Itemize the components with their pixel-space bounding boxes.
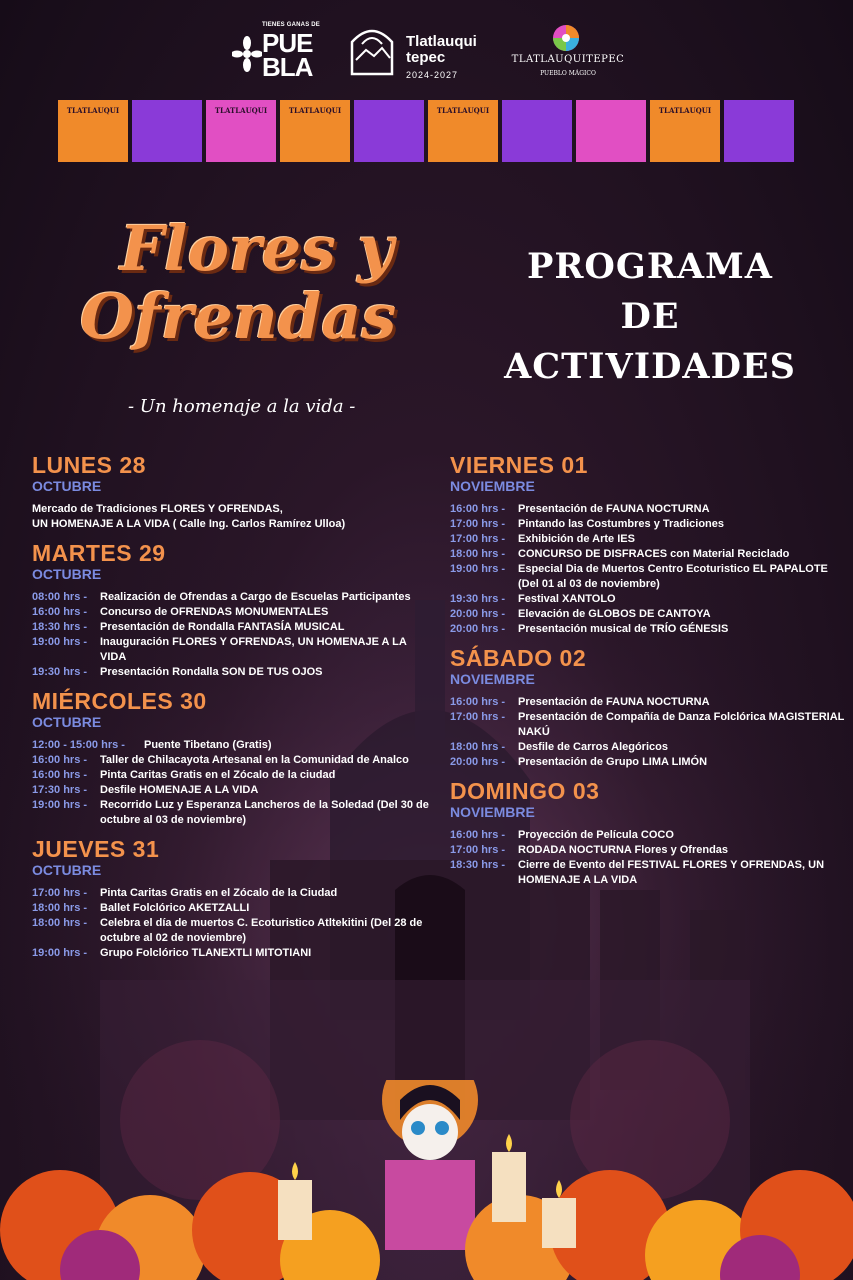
government-name-1: Tlatlauqui	[406, 33, 477, 50]
event-item	[450, 710, 850, 740]
event-time: 08:00 hrs -	[32, 591, 88, 603]
event-desc: Presentación de FAUNA NOCTURNA	[518, 503, 710, 515]
event-time: 19:00 hrs -	[32, 947, 88, 959]
day-month: OCTUBRE	[32, 566, 102, 582]
banner-flag: TLATLAUQUI	[428, 100, 498, 162]
event-desc: Exhibición de Arte IES	[518, 533, 635, 545]
event-desc: Recorrido Luz y Esperanza Lancheros de la Soledad (Del 30 de octubre al 03 de noviembre)	[100, 799, 429, 826]
event-time: 16:00 hrs -	[450, 696, 506, 708]
event-item	[450, 858, 850, 888]
pueblo-magico-sub: PUEBLO MÁGICO	[540, 70, 596, 77]
event-desc: Especial Dia de Muertos Centro Ecoturistico EL PAPALOTE (Del 01 al 03 de noviembre)	[518, 563, 828, 590]
event-desc: Presentación de Compañía de Danza Folclórica MAGISTERIAL NAKÚ	[518, 711, 845, 738]
event-time: 17:00 hrs -	[450, 533, 506, 545]
program-heading-line-1: PROGRAMA	[527, 246, 773, 287]
program-heading-line-2: DE ACTIVIDADES	[504, 296, 796, 387]
event-time: 17:00 hrs -	[32, 887, 88, 899]
day-name: DOMINGO 03	[450, 778, 600, 804]
event-item	[450, 828, 850, 843]
day-month: OCTUBRE	[32, 862, 102, 878]
government-years: 2024-2027	[406, 70, 459, 80]
event-desc: Inauguración FLORES Y OFRENDAS, UN HOMENAJE A LA VIDA	[100, 636, 407, 663]
day-jueves	[32, 836, 432, 961]
day-month: NOVIEMBRE	[450, 804, 535, 820]
event-time: 16:00 hrs -	[32, 754, 88, 766]
day-month: OCTUBRE	[32, 714, 102, 730]
day-month: NOVIEMBRE	[450, 478, 535, 494]
event-item	[450, 607, 850, 622]
event-item	[32, 946, 432, 961]
event-item	[450, 502, 850, 517]
event-desc: Cierre de Evento del FESTIVAL FLORES Y OFRENDAS, UN HOMENAJE A LA VIDA	[518, 859, 825, 886]
event-item	[450, 592, 850, 607]
event-time: 18:00 hrs -	[32, 917, 88, 929]
event-desc: Elevación de GLOBOS DE CANTOYA	[518, 608, 711, 620]
event-item	[32, 738, 432, 753]
event-time: 20:00 hrs -	[450, 756, 506, 768]
event-item	[32, 768, 432, 783]
day-miercoles	[32, 688, 432, 828]
day-lunes	[32, 452, 432, 532]
event-desc: Desfile HOMENAJE A LA VIDA	[100, 784, 259, 796]
program-heading	[470, 242, 830, 392]
event-item	[450, 562, 850, 592]
event-time: 16:00 hrs -	[32, 606, 88, 618]
logo-strip	[0, 18, 853, 88]
event-time: 19:00 hrs -	[32, 799, 88, 811]
day-name: VIERNES 01	[450, 452, 588, 478]
event-time: 19:30 hrs -	[32, 666, 88, 678]
event-item	[32, 886, 432, 901]
event-time: 19:00 hrs -	[450, 563, 506, 575]
banner-flag	[502, 100, 572, 162]
mountain-sun-icon	[348, 24, 396, 76]
day-viernes	[450, 452, 850, 637]
event-time: 12:00 - 15:00 hrs -	[32, 739, 125, 751]
schedule-left-column	[32, 452, 432, 961]
event-desc: Presentación de Grupo LIMA LIMÓN	[518, 756, 708, 768]
title-line-2: Ofrendas	[80, 280, 397, 353]
event-desc: Ballet Folclórico AKETZALLI	[100, 902, 250, 914]
event-time: 16:00 hrs -	[450, 829, 506, 841]
event-desc: Pintando las Costumbres y Tradiciones	[518, 518, 724, 530]
banner-flag: TLATLAUQUI	[650, 100, 720, 162]
event-desc: Pinta Caritas Gratis en el Zócalo de la Ciudad	[100, 887, 338, 899]
event-time: 16:00 hrs -	[32, 769, 88, 781]
event-item	[32, 635, 432, 665]
schedule-right-column	[450, 452, 850, 888]
day-month: OCTUBRE	[32, 478, 102, 494]
banner-flag: TLATLAUQUI	[58, 100, 128, 162]
festival-title	[60, 200, 430, 440]
event-time: 18:00 hrs -	[32, 902, 88, 914]
event-item	[32, 665, 432, 680]
event-desc: Festival XANTOLO	[518, 593, 616, 605]
event-time: 16:00 hrs -	[450, 503, 506, 515]
government-name-2: tepec	[406, 49, 446, 66]
day-domingo	[450, 778, 850, 888]
event-desc: Desfile de Carros Alegóricos	[518, 741, 668, 753]
swirl-icon	[552, 24, 580, 52]
event-item	[450, 532, 850, 547]
banner-flag	[576, 100, 646, 162]
event-item	[450, 843, 850, 858]
event-desc: Presentación Rondalla SON DE TUS OJOS	[100, 666, 323, 678]
event-item	[450, 547, 850, 562]
event-item	[450, 740, 850, 755]
event-item	[32, 590, 432, 605]
event-item	[32, 901, 432, 916]
event-desc: Grupo Folclórico TLANEXTLI MITOTIANI	[100, 947, 312, 959]
banner-flag	[724, 100, 794, 162]
banner-flag	[354, 100, 424, 162]
day-name: LUNES 28	[32, 452, 146, 478]
event-time: 18:30 hrs -	[450, 859, 506, 871]
event-desc: Proyección de Película COCO	[518, 829, 674, 841]
event-time: 18:00 hrs -	[450, 548, 506, 560]
day-name: MARTES 29	[32, 540, 166, 566]
pueblo-magico-logo	[510, 22, 626, 84]
event-desc: CONCURSO DE DISFRACES con Material Reciclado	[518, 548, 790, 560]
banner-flag: TLATLAUQUI	[206, 100, 276, 162]
day-name: JUEVES 31	[32, 836, 160, 862]
event-note: Mercado de Tradiciones FLORES Y OFRENDAS,	[32, 503, 283, 515]
event-time: 17:00 hrs -	[450, 844, 506, 856]
event-time: 19:00 hrs -	[32, 636, 88, 648]
day-month: NOVIEMBRE	[450, 671, 535, 687]
event-desc: Celebra el día de muertos C. Ecoturistico Atltekitini (Del 28 de octubre al 02 de noviembre)	[100, 917, 423, 944]
title-subtitle: - Un homenaje a la vida -	[128, 396, 356, 417]
event-time: 17:00 hrs -	[450, 518, 506, 530]
event-desc: Pinta Caritas Gratis en el Zócalo de la ciudad	[100, 769, 336, 781]
event-desc: Puente Tibetano (Gratis)	[144, 739, 272, 751]
day-martes	[32, 540, 432, 680]
day-name: SÁBADO 02	[450, 645, 587, 671]
event-item	[32, 605, 432, 620]
puebla-tagline: TIENES GANAS DE	[262, 22, 321, 28]
papel-picado-banner	[58, 100, 798, 162]
event-time: 17:30 hrs -	[32, 784, 88, 796]
puebla-logo	[232, 22, 322, 84]
banner-flag: TLATLAUQUI	[280, 100, 350, 162]
event-item	[32, 798, 432, 828]
event-item	[32, 620, 432, 635]
event-desc: Concurso de OFRENDAS MONUMENTALES	[100, 606, 329, 618]
event-item	[450, 622, 850, 637]
event-item	[32, 916, 432, 946]
flower-icon	[232, 36, 262, 72]
marigold-altar-illustration	[0, 1080, 853, 1280]
event-time: 18:00 hrs -	[450, 741, 506, 753]
day-name: MIÉRCOLES 30	[32, 688, 207, 714]
title-line-1: Flores y	[120, 212, 394, 285]
event-desc: Realización de Ofrendas a Cargo de Escuelas Participantes	[100, 591, 411, 603]
event-item	[32, 783, 432, 798]
tlatlauquitepec-government-logo	[348, 24, 488, 84]
event-desc: Presentación de Rondalla FANTASÍA MUSICAL	[100, 621, 345, 633]
day-sabado	[450, 645, 850, 770]
event-time: 20:00 hrs -	[450, 623, 506, 635]
banner-flag	[132, 100, 202, 162]
event-time: 20:00 hrs -	[450, 608, 506, 620]
event-time: 18:30 hrs -	[32, 621, 88, 633]
puebla-word-2: BLA	[262, 52, 313, 82]
event-desc: RODADA NOCTURNA Flores y Ofrendas	[518, 844, 729, 856]
event-item	[450, 695, 850, 710]
event-item	[450, 517, 850, 532]
event-item	[450, 755, 850, 770]
event-item	[32, 753, 432, 768]
event-time: 19:30 hrs -	[450, 593, 506, 605]
pueblo-magico-name: TLATLAUQUITEPEC	[511, 54, 625, 65]
event-desc: Presentación musical de TRÍO GÉNESIS	[518, 623, 729, 635]
event-desc: Taller de Chilacayota Artesanal en la Comunidad de Analco	[100, 754, 409, 766]
puebla-word-1: PUE	[262, 28, 313, 58]
event-time: 17:00 hrs -	[450, 711, 506, 723]
event-desc: Presentación de FAUNA NOCTURNA	[518, 696, 710, 708]
event-note: UN HOMENAJE A LA VIDA ( Calle Ing. Carlos Ramírez Ulloa)	[32, 518, 346, 530]
